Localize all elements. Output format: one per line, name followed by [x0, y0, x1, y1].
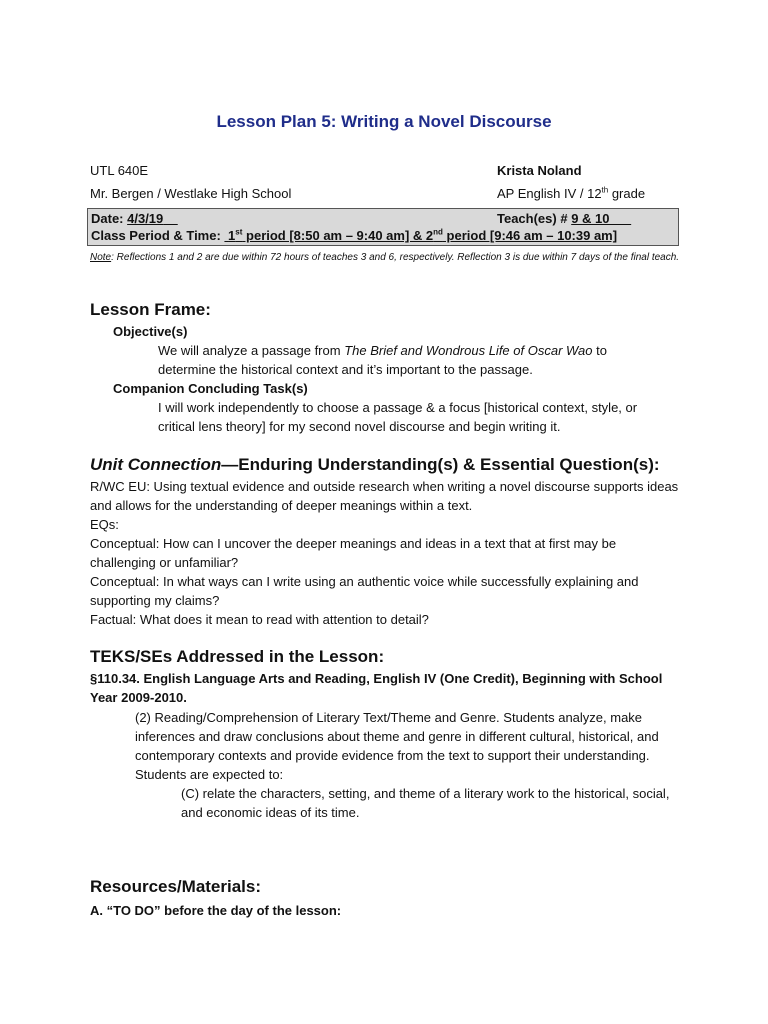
- lesson-frame-heading: Lesson Frame:: [90, 300, 211, 319]
- teaches-line: [497, 211, 631, 226]
- course-code: UTL 640E: [90, 163, 149, 178]
- question-2: Conceptual: In what ways can I write using an authentic voice while successfully explaining and supporting my claims?: [90, 574, 639, 608]
- class-prefix: AP English IV / 12: [497, 186, 602, 201]
- enduring-understanding: R/WC EU: Using textual evidence and outside research when writing a novel discourse supports ideas and allows for the understanding of deeper meanings within a text.: [90, 479, 679, 513]
- teks-item-2: (2) Reading/Comprehension of Literary Text/Theme and Genre. Students analyze, make inferences and draw conclusions about theme and genre in different cultural, historical, and contemporary contexts and provide evidence from the text to support their understanding. Students are expected to:: [135, 710, 659, 782]
- teaches-label: Teach(es) #: [497, 211, 572, 226]
- question-1: Conceptual: How can I uncover the deeper meanings and ideas in a text that at first may be challenging or unfamiliar?: [90, 536, 617, 570]
- task-label: Companion Concluding Task(s): [113, 381, 308, 396]
- question-3: Factual: What does it mean to read with attention to detail?: [90, 612, 429, 627]
- todo-label: A. “TO DO” before the day of the lesson:: [90, 903, 342, 918]
- student-name: Krista Noland: [497, 163, 582, 178]
- objective-text: We will analyze a passage from The Brief and Wondrous Life of Oscar Wao to determine the historical context and it’s important to the passage.: [158, 343, 607, 377]
- resources-heading: Resources/Materials:: [90, 877, 262, 896]
- date-value: 4/3/19: [127, 211, 164, 226]
- date-label: Date:: [91, 211, 128, 226]
- period-value: 1st period [8:50 am – 9:40 am] & 2nd period [9:46 am – 10:39 am]: [228, 227, 618, 243]
- note-label: Note: [90, 252, 112, 263]
- objective-label: Objective(s): [113, 324, 188, 339]
- task-text: I will work independently to choose a passage & a focus [historical context, style, or critical lens theory] for my second novel discourse and begin writing it.: [158, 400, 638, 434]
- teacher-school: Mr. Bergen / Westlake High School: [90, 186, 292, 201]
- document-title: Lesson Plan 5: Writing a Novel Discourse: [216, 112, 552, 131]
- teaches-value: 9 & 10: [571, 211, 610, 226]
- period-line: [91, 228, 617, 243]
- class-grade: [497, 186, 645, 201]
- book-title: The Brief and Wondrous Life of Oscar Wao: [344, 343, 593, 358]
- date-period-box: [87, 208, 679, 246]
- date-line: [91, 211, 178, 226]
- eqs-label: EQs:: [90, 517, 119, 532]
- teks-heading: TEKS/SEs Addressed in the Lesson:: [90, 647, 385, 666]
- unit-connection-heading: Unit Connection—Enduring Understanding(s) & Essential Question(s):: [90, 455, 660, 474]
- class-suffix: grade: [608, 186, 646, 201]
- class-sup: th: [601, 185, 609, 195]
- note-text: Note: Reflections 1 and 2 are due within 72 hours of teaches 3 and 6, respectively. Reflection 3 is due within 7 days of the final teach.: [90, 252, 680, 263]
- period-label: Class Period & Time:: [91, 228, 225, 243]
- teks-standard: §110.34. English Language Arts and Reading, English IV (One Credit), Beginning with School Year 2009-2010.: [90, 671, 663, 705]
- teks-item-c: (C) relate the characters, setting, and theme of a literary work to the historical, social, and economic ideas of its time.: [181, 786, 670, 820]
